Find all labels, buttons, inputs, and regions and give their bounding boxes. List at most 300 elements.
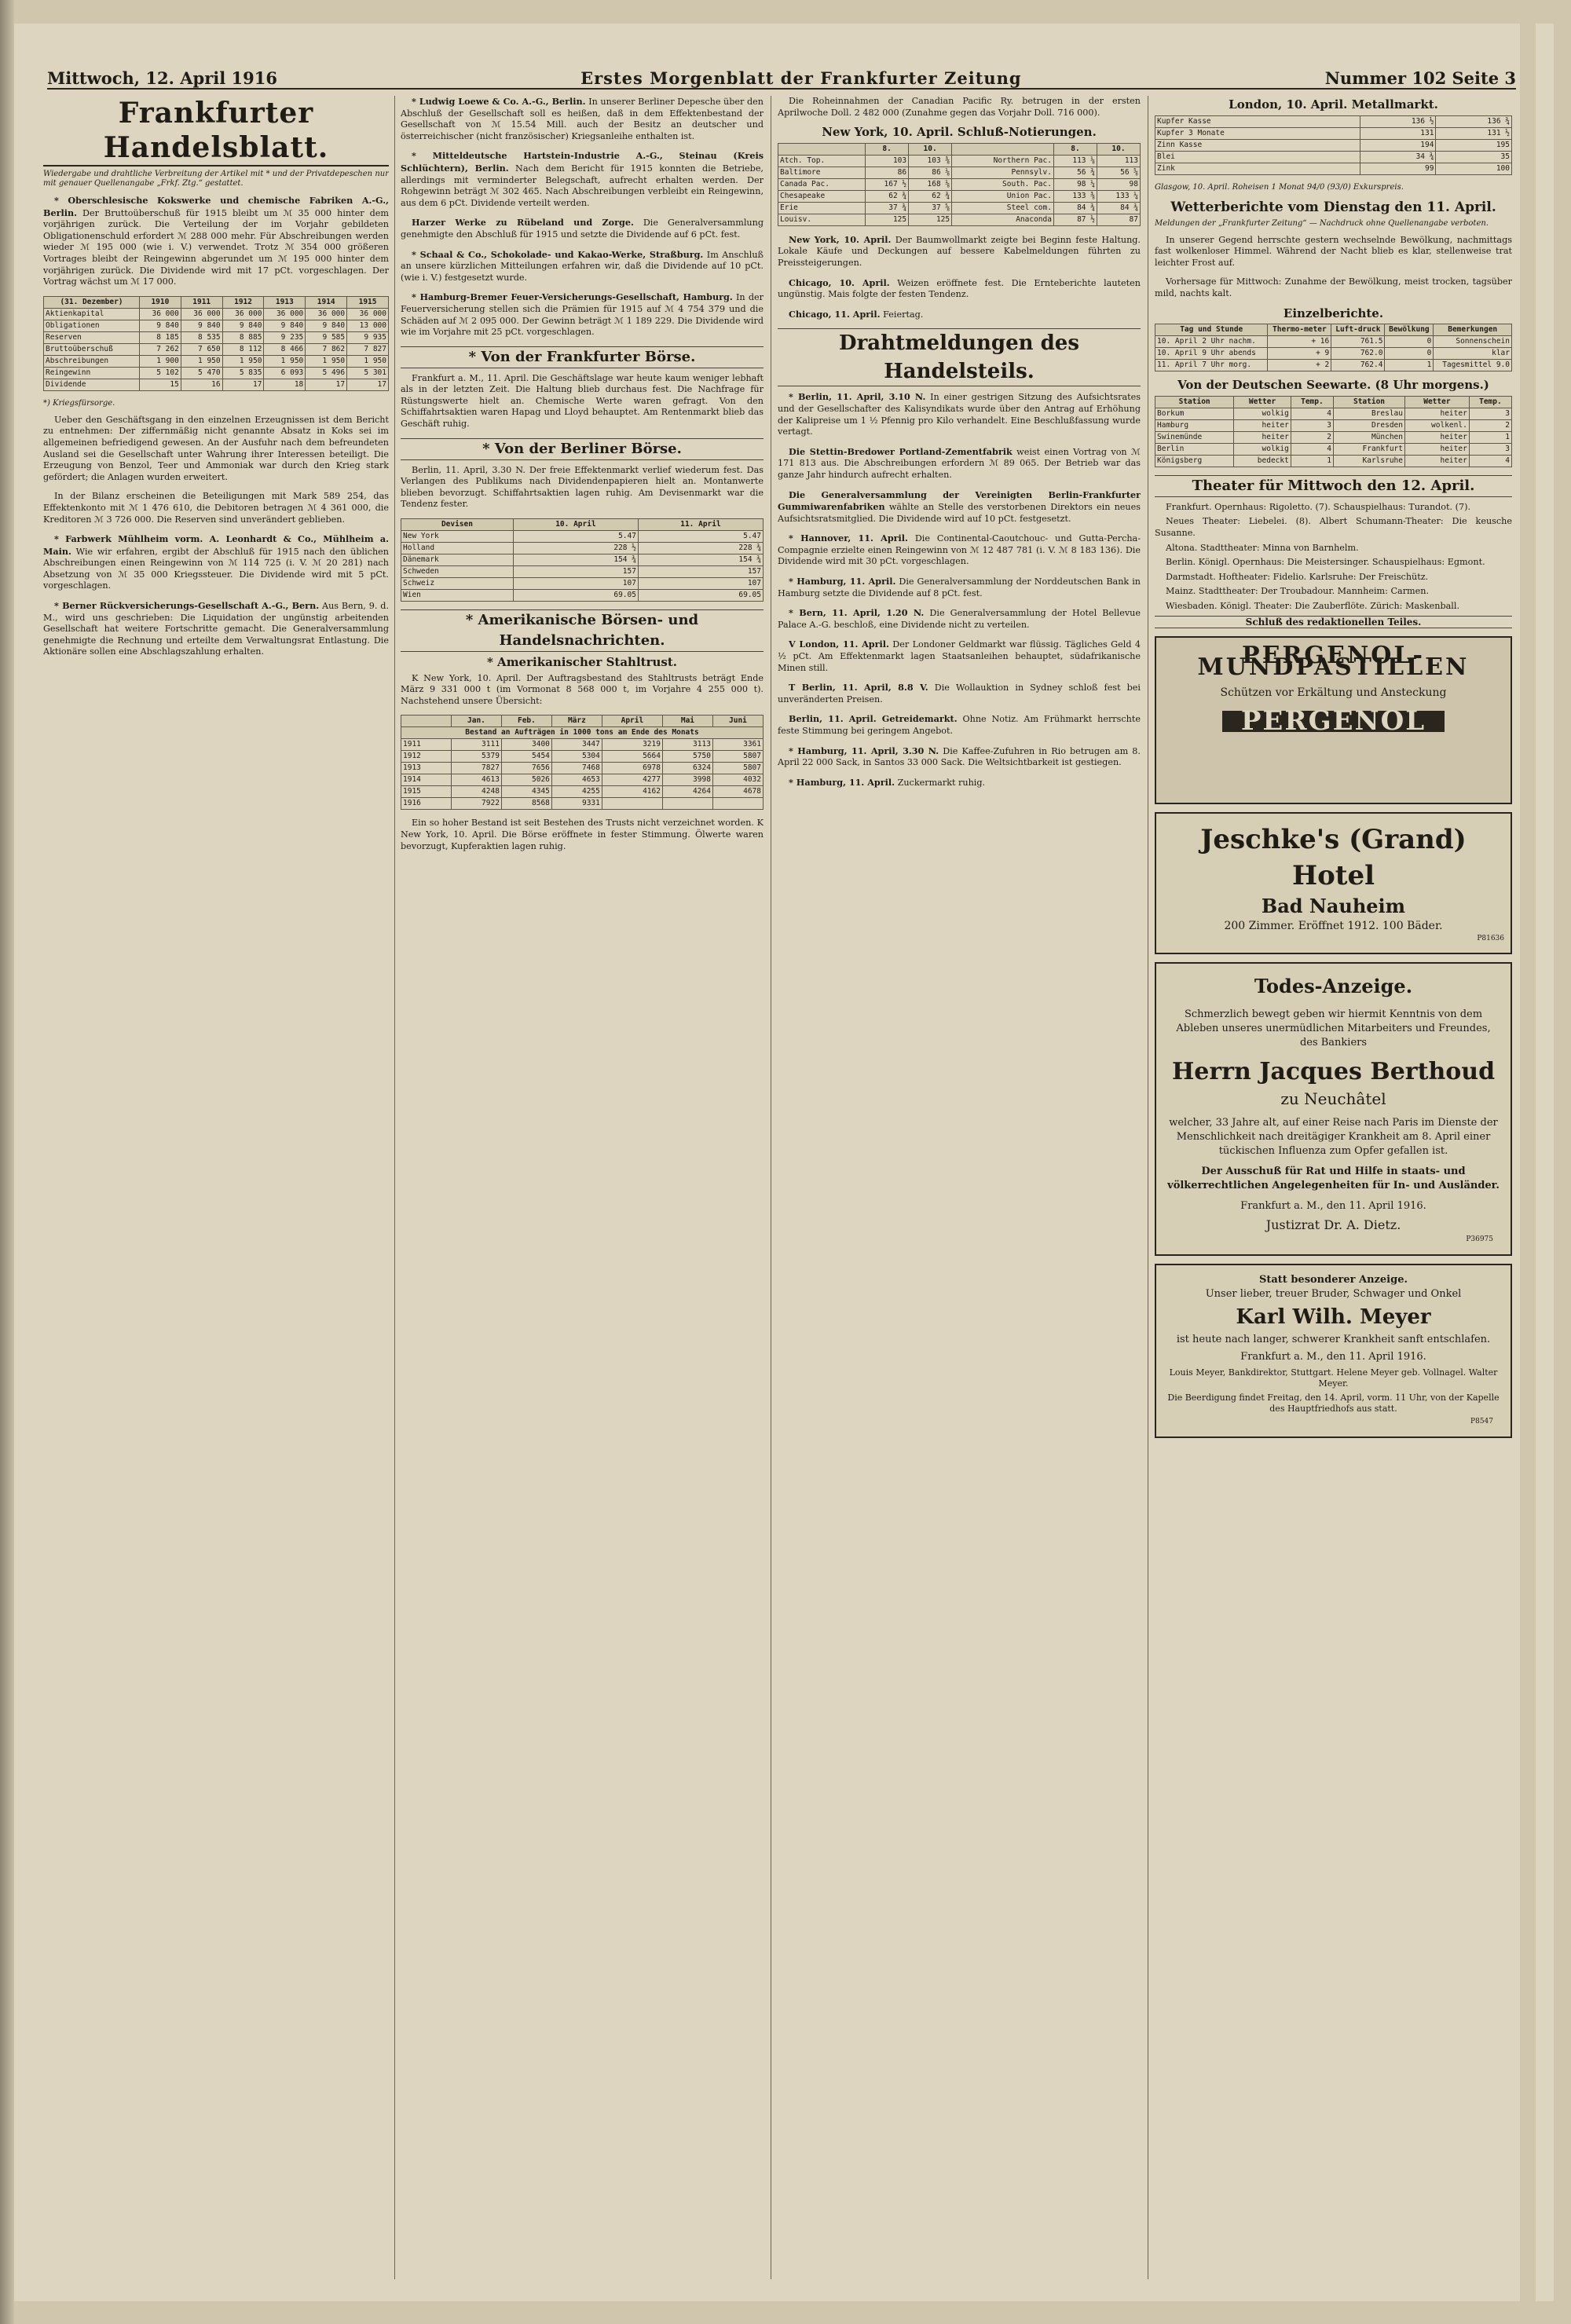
table-cell: 168 ⅛ [909,178,952,190]
table-cell: 9331 [551,798,602,810]
hotel-detail: 200 Zimmer. Eröffnet 1912. 100 Bäder. [1224,920,1443,933]
table-cell: 133 ¼ [1097,190,1140,202]
table-cell: Baltimore [778,167,866,178]
article-title: Die Generalversammlung der Vereinigten Berlin-Frankfurter Gummiwarenfabriken [778,489,1141,513]
table-header-cell [778,143,866,155]
subheading-ny-notierungen: New York, 10. April. Schluß-Notierungen. [822,125,1097,140]
table-cell: 154 ¾ [638,554,763,566]
table-row [44,320,389,331]
table-cell: 100 [1436,163,1512,174]
article [778,713,1141,737]
table-cell: 4653 [551,774,602,786]
table-cell: 84 ¾ [1097,202,1140,214]
table-cell: 113 [1097,155,1140,167]
table-cell: 6324 [662,763,712,774]
death-notice-title: Todes-Anzeige. [1254,974,1413,997]
table-cell: 3447 [551,739,602,751]
table-cell: + 16 [1268,336,1331,348]
article: Frankfurt a. M., 11. April. Die Geschäftslage war heute kaum weniger lebhaft als in der letzten Zeit. Die Haltung blieb durchaus fest. Die Nachfrage für Rüstungswerte hielt an. Chemische Werte waren gefragt. Von den Schiffahrtsaktien waren Hapag und Lloyd behauptet. Am Rentenmarkt blieb das Geschäft ruhig. [401,372,764,430]
theater-item: Altona. Stadttheater: Minna von Barnhelm. [1166,542,1359,553]
article-text: wählte an Stelle des verstorbenen Direktors ein neues Aufsichtsratsmitglied. Die Dividende wird auf 10 pCt. festgesetzt. [778,502,1141,524]
weather-text: In unserer Gegend herrschte gestern wechselnde Bewölkung, nachmittags fast wolkenloser Himmel. Während der Nacht blieb es klar, stellenweise trat leichter Frost auf. [1155,234,1512,268]
article-text: Weizen eröffnete fest. Die Ernteberichte lauteten ungünstig. Mais folgte der festen Tendenz. [778,277,1141,300]
table-cell: Canada Pac. [778,178,866,190]
article-text: Die Kaffee-Zufuhren in Rio betrugen am 8. April 22 000 Sack, in Santos 33 000 Sack. Die Weltsichtbarkeit ist gestiegen. [778,745,1141,768]
table-cell: South. Pac. [952,178,1054,190]
article-title: * Mitteldeutsche Hartstein-Industrie A.-G., Steinau (Kreis Schlüchtern), Berlin. [401,150,764,174]
table-cell: Dresden [1333,419,1404,431]
table-cell: Borkum [1155,408,1234,419]
theater-item: Neues Theater: Liebelei. (8). Albert Schumann-Theater: Die keusche Susanne. [1155,516,1512,538]
table-header-cell: (31. Dezember) [44,296,140,308]
table-header-cell: 10. [1097,143,1140,155]
table-cell: 5664 [602,751,662,763]
table-cell: Union Pac. [952,190,1054,202]
death-intro: Schmerzlich bewegt geben wir hiermit Kenntnis von dem Ableben unseres unermüdlichen Mitarbeiters und Freundes, des Bankiers [1176,1008,1491,1049]
article [43,491,389,525]
pergenol-subtitle: Schützen vor Erkältung und Ansteckung [1220,686,1447,700]
end-of-editorial: Schluß des redaktionellen Teiles. [1155,616,1512,629]
table-row [778,178,1141,190]
table-header-cell: Bemerkungen [1434,324,1512,336]
table-cell: 84 ¾ [1053,202,1097,214]
table-cell: 1914 [401,774,452,786]
table-cell: 1 [1291,455,1333,467]
article [778,391,1141,437]
scan-edge [0,0,14,2324]
table-cell: heiter [1405,443,1470,455]
table-cell: 5 835 [222,367,264,379]
table-cell: heiter [1234,431,1291,443]
death-notice-berthoud [1155,962,1512,1256]
table-cell: 194 [1360,139,1436,151]
table-cell: 56 ¾ [1053,167,1097,178]
table-cell: 5.47 [638,531,763,543]
table-row [1155,151,1512,163]
table-row [401,590,764,602]
table-cell: 2 [1469,419,1511,431]
table-cell: 762.0 [1331,348,1385,360]
article-text: In der Feuerversicherung stellen sich die Prämien für 1915 auf ℳ 4 754 379 und die Schäden auf ℳ 2 095 000. Der Gewinn beträgt ℳ 1 189 229. Die Dividende wird wie im Vorjahre mit 25 pCt. vorgeschlagen. [401,292,764,338]
table-cell: + 2 [1268,360,1331,371]
table-cell: 1 950 [181,355,222,367]
article-title: Harzer Werke zu Rübeland und Zorge. [412,217,634,229]
ad-code: P8547 [1470,1417,1493,1426]
table-row [401,774,764,786]
table-cell: Steel com. [952,202,1054,214]
table-header-cell: 1915 [347,296,389,308]
article [778,277,1141,301]
article-title: Die Stettin-Bredower Portland-Zementfabrik [789,445,1013,457]
table-cell: Holland [401,543,514,554]
table-row [44,355,389,367]
table-cell: 5807 [712,763,763,774]
table-cell: New York [401,531,514,543]
table-row [44,367,389,379]
article-title: * Farbwerk Mühlheim vorm. A. Leonhardt & Co., Mühlheim a. Main. [43,533,389,557]
table-cell: 7656 [501,763,551,774]
table-cell: 157 [513,566,638,578]
article-text: Zuckermarkt ruhig. [895,777,986,788]
table-cell: Pennsylv. [952,167,1054,178]
table-cell: 9 840 [139,320,181,331]
article [43,195,389,288]
article-text: Die Generalversammlung genehmigte den Abschluß für 1915 und setzte die Dividende auf 6 pCt. fest. [401,218,764,240]
table-cell: 1 [1385,360,1434,371]
table-cell: Reingewinn [44,367,140,379]
local-weather-table [1155,324,1512,371]
table-cell: 5750 [662,751,712,763]
table-cell: 8568 [501,798,551,810]
table-row [1155,127,1512,139]
table-cell: 7 262 [139,343,181,355]
table-cell: 3111 [451,739,501,751]
table-row [778,190,1141,202]
article [401,217,764,240]
hotel-name: Jeschke's (Grand) Hotel [1200,824,1467,892]
death2-funeral: Die Beerdigung findet Freitag, den 14. April, vorm. 11 Uhr, von der Kapelle des Hauptfriedhofs aus statt. [1167,1392,1500,1414]
death2-text: ist heute nach langer, schwerer Krankheit sanft entschlafen. [1176,1333,1491,1345]
table-row [401,739,764,751]
table-row [401,763,764,774]
table-cell: Aktienkapital [44,308,140,320]
table-cell: 35 [1436,151,1512,163]
article [778,639,1141,674]
table-cell: 4162 [602,786,662,798]
column-3 [778,96,1141,2279]
table-cell: Anaconda [952,214,1054,225]
article-text: weist einen Vortrag von ℳ 171 813 aus. Die Abschreibungen erfordern ℳ 89 065. Der Betrieb war das ganze Jahr hindurch aufrecht erhalten. [778,446,1141,480]
table-row [1155,139,1512,151]
table-cell: Obligationen [44,320,140,331]
column-4 [1155,96,1512,2279]
article-text: Der Baumwollmarkt zeigte bei Beginn feste Haltung. Lokale Käufe und Deckungen auf bessere Kabelmeldungen führten zu Preissteigerungen. [778,234,1141,268]
table-cell: Berlin [1155,443,1234,455]
table-cell: 3998 [662,774,712,786]
table-cell: 1 950 [347,355,389,367]
article-title: Berlin, 11. April. Getreidemarkt. [789,713,958,725]
table-cell: 3113 [662,739,712,751]
table-cell: 86 ⅛ [909,167,952,178]
table-cell: 107 [638,578,763,590]
article-text: Die Generalversammlung der Norddeutschen Bank in Hamburg setzte die Dividende auf 8 pCt. fest. [778,576,1141,598]
table-header-cell: Juni [712,715,763,727]
table-cell: 11. April 7 Uhr morg. [1155,360,1268,371]
article [401,96,764,142]
section-heading-berlin-boerse: * Von der Berliner Börse. [401,438,764,460]
table-header-cell: 1913 [264,296,306,308]
table-row [44,343,389,355]
table-footnote: *) Kriegsfürsorge. [43,398,115,408]
table-cell: 8 535 [181,331,222,343]
table-cell: 8 885 [222,331,264,343]
table-cell: 17 [347,379,389,390]
header-paper-title: Erstes Morgenblatt der Frankfurter Zeitung [580,68,1022,88]
subheading-stahltrust: * Amerikanischer Stahltrust. [486,655,677,670]
table-header-cell: Mai [662,715,712,727]
table-cell: 9 840 [222,320,264,331]
table-cell: 761.5 [1331,336,1385,348]
table-caption: Bestand an Aufträgen in 1000 tons am Ende des Monats [401,727,764,739]
article-text: Feiertag. [883,309,924,320]
table-cell: 125 [909,214,952,225]
column-2 [401,96,764,2279]
table-cell: 3219 [602,739,662,751]
table-cell: 36 000 [222,308,264,320]
table-row [44,331,389,343]
table-cell: heiter [1405,455,1470,467]
death2-intro: Unser lieber, treuer Bruder, Schwager und Onkel [1205,1287,1462,1300]
table-cell: 113 ⅛ [1053,155,1097,167]
table-cell: 5 496 [306,367,347,379]
table-cell: 9 935 [347,331,389,343]
table-cell: Northern Pac. [952,155,1054,167]
article [401,249,764,284]
table-cell: wolkig [1234,443,1291,455]
table-cell: 9 840 [264,320,306,331]
table-cell: heiter [1234,419,1291,431]
subheading-metallmarkt: London, 10. April. Metallmarkt. [1229,97,1438,112]
table-cell: 17 [306,379,347,390]
table-cell: 1911 [401,739,452,751]
table-cell: 9 235 [264,331,306,343]
hotel-city: Bad Nauheim [1261,895,1406,918]
table-cell: Sonnenschein [1434,336,1512,348]
table-cell: 13 000 [347,320,389,331]
article-text: Die Continental-Caoutchouc- und Gutta-Percha-Compagnie erzielte einen Reingewinn von ℳ 12 487 781 (i. V. ℳ 8 183 136). Die Dividende wird mit 30 pCt. vorgeschlagen. [778,533,1141,567]
table-header-cell [401,715,452,727]
table-cell: 4678 [712,786,763,798]
table-cell: 87 [1097,214,1140,225]
table-cell: 62 ¾ [866,190,909,202]
table-cell: 1915 [401,786,452,798]
table-cell: 5 301 [347,367,389,379]
table-header-cell: 1910 [139,296,181,308]
column-1 [43,96,389,2279]
table-cell: 4255 [551,786,602,798]
table-cell: 5304 [551,751,602,763]
table-cell: 131 [1360,127,1436,139]
table-header-cell: April [602,715,662,727]
table-cell: 62 ¾ [909,190,952,202]
table-cell: 5379 [451,751,501,763]
weather-title: Wetterberichte vom Dienstag den 11. April. [1170,199,1496,215]
death2-family: Louis Meyer, Bankdirektor, Stuttgart. Helene Meyer geb. Vollnagel. Walter Meyer. [1169,1367,1498,1389]
article-text: In der Bilanz erscheinen die Beteiligungen mit Mark 589 254, das Effektenkonto mit ℳ 1 476 610, die Debitoren betragen ℳ 4 361 000, die Kreditoren ℳ 3 726 000. Die Reserven sind unverändert geblieben. [43,491,389,525]
table-cell: Breslau [1333,408,1404,419]
table-cell: Schweden [401,566,514,578]
table-cell: 37 ⅝ [909,202,952,214]
table-cell: 131 ½ [1436,127,1512,139]
table-cell: 1912 [401,751,452,763]
theater-item: Darmstadt. Hoftheater: Fidelio. Karlsruhe: Der Freischütz. [1166,571,1429,582]
table-cell [602,798,662,810]
stahltrust-table [401,715,764,810]
table-row [1155,419,1512,431]
table-cell: Chesapeake [778,190,866,202]
article-title: * Hamburg, 11. April, 3.30 N. [789,745,939,756]
table-cell: 136 ¾ [1436,115,1512,127]
table-cell: 98 ¼ [1053,178,1097,190]
table-cell: 5454 [501,751,551,763]
article-text: Der Bruttoüberschuß für 1915 bleibt um ℳ 35 000 hinter dem vorjährigen zurück. Die Verteilung der im Vorjahr gebildeten Obligationenschuld erfordert ℳ 288 000 mehr. Für Abschreibungen werden wieder ℳ 195 000 (wie i. V.) verwendet. Trotz ℳ 354 000 größeren Vortrages bleibt der Reingewinn abgerundet um ℳ 195 000 hinter dem vorjährigen zurück. Die Dividende wird mit 17 pCt. vorgeschlagen. Der Vortrag wächst um ℳ 17 000. [43,207,389,287]
pergenol-brand: PERGENOL [1222,711,1445,732]
article [778,607,1141,631]
article-title: New York, 10. April. [789,233,892,245]
section-heading-frankfurt-boerse: * Von der Frankfurter Börse. [401,346,764,368]
table-cell: 5026 [501,774,551,786]
table-cell: 69.05 [513,590,638,602]
table-row [1155,408,1512,419]
table-row [1155,443,1512,455]
table-row [778,202,1141,214]
death-text: welcher, 33 Jahre alt, auf einer Reise nach Paris im Dienste der Menschlichkeit nach dreitägiger Krankheit am 8. April einer tückischen Influenza zum Opfer gefallen ist. [1169,1116,1498,1157]
article-text: In einer gestrigen Sitzung des Aufsichtsrates und der Gesellschafter des Kalisyndikats wurde über den Antrag auf Erhöhung der Kalipreise um 1 ½ Pfennig pro Kilo verhandelt. Eine Beschlußfassung wurde vertagt. [778,392,1141,437]
article [43,600,389,658]
table-cell: Dänemark [401,554,514,566]
table-header-cell: Thermo-meter [1268,324,1331,336]
article-title: * Oberschlesische Kokswerke und chemische Fabriken A.-G., Berlin. [43,195,389,218]
article-title: * Hamburg-Bremer Feuer-Versicherungs-Gesellschaft, Hamburg. [412,291,733,303]
section-heading-drahtmeldungen: Drahtmeldungen des Handelsteils. [778,328,1141,386]
table-cell: 6978 [602,763,662,774]
article: Ein so hoher Bestand ist seit Bestehen des Trusts nicht verzeichnet worden. K New York, 10. April. Die Börse eröffnete in fester Stimmung. Ölwerte waren bevorzugt, Kupferaktien lagen ruhig. [401,818,764,851]
table-cell: heiter [1405,408,1470,419]
table-cell: Tagesmittel 9.0 [1434,360,1512,371]
table-cell: 7468 [551,763,602,774]
table-cell: Louisv. [778,214,866,225]
article [778,745,1141,769]
table-cell: Dividende [44,379,140,390]
table-cell: Blei [1155,151,1360,163]
column-rule [394,96,395,2279]
table-cell: 8 185 [139,331,181,343]
table-cell: 4 [1469,455,1511,467]
table-cell: 1913 [401,763,452,774]
balance-table [43,296,389,391]
page-header [47,57,1516,90]
article-title: * Bern, 11. April, 1.20 N. [789,607,925,619]
table-cell: 5 470 [181,367,222,379]
ad-code: P81636 [1477,935,1504,943]
table-header-cell: 10. April [513,519,638,531]
table-cell: 4 [1291,408,1333,419]
table-cell: 4248 [451,786,501,798]
table-row [1155,431,1512,443]
article-text: Die Wollauktion in Sydney schloß fest bei unveränderten Preisen. [778,683,1141,705]
article-title: T Berlin, 11. April, 8.8 V. [789,682,928,694]
table-cell: 1 950 [306,355,347,367]
table-cell: Frankfurt [1333,443,1404,455]
section-heading-amerika: * Amerikanische Börsen- und Handelsnachrichten. [401,609,764,652]
table-row [401,554,764,566]
table-cell: 7922 [451,798,501,810]
scan-edge-right [1520,24,1536,2301]
article-title: Chicago, 10. April. [789,276,890,288]
table-cell: 133 ⅜ [1053,190,1097,202]
table-cell: 16 [181,379,222,390]
article-text: Wie wir erfahren, ergibt der Abschluß für 1915 nach den üblichen Abschreibungen einen Reingewinn von ℳ 114 725 (i. V. ℳ 20 281) nach Absetzung von ℳ 35 000 Kriegssteuer. Die Dividende wird mit 5 pCt. vorgeschlagen. [43,546,389,591]
article [778,682,1141,705]
table-cell: Königsberg [1155,455,1234,467]
devisen-table [401,518,764,602]
article-title: * Hannover, 11. April. [789,533,908,544]
table-row [1155,115,1512,127]
article-title: * Hamburg, 11. April. [789,576,896,587]
table-cell: 9 840 [181,320,222,331]
table-header-cell: Wetter [1405,396,1470,408]
theater-list [1155,502,1512,613]
table-cell: 4345 [501,786,551,798]
table-row [1155,455,1512,467]
table-cell: 1 950 [222,355,264,367]
table-row [1155,163,1512,174]
hotel-ad [1155,812,1512,954]
table-header-cell: 10. [909,143,952,155]
table-cell: 195 [1436,139,1512,151]
article [43,533,389,592]
table-cell: 3 [1469,408,1511,419]
table-cell: 36 000 [347,308,389,320]
table-header-cell: Luft-druck [1331,324,1385,336]
article-title: V London, 11. April. [789,639,889,650]
table-cell: 228 ½ [513,543,638,554]
table-cell: 3400 [501,739,551,751]
death-signature: Justizrat Dr. A. Dietz. [1265,1217,1401,1232]
table-cell: Schweiz [401,578,514,590]
death2-name: Karl Wilh. Meyer [1236,1305,1431,1329]
article-text: Der Londoner Geldmarkt war flüssig. Tägliches Geld 4 ½ pCt. Am Effektenmarkt lagen Staatsanleihen behauptet, südafrikanische Minen still. [778,639,1141,673]
table-cell: 1 950 [264,355,306,367]
masthead-note: Wiedergabe und drahtliche Verbreitung der Artikel mit * und der Privatdepeschen nur mit genauer Quellenangabe „Frkf. Ztg.“ gestattet. [43,170,389,188]
article [778,446,1141,481]
death-place-date: Frankfurt a. M., den 11. April 1916. [1240,1199,1426,1212]
table-cell: Kupfer Kasse [1155,115,1360,127]
article-title: * Schaal & Co., Schokolade- und Kakao-Werke, Straßburg. [412,248,704,260]
theater-item: Mainz. Stadttheater: Der Troubadour. Mannheim: Carmen. [1166,586,1430,597]
table-cell: 17 [222,379,264,390]
article: K New York, 10. April. Der Auftragsbestand des Stahltrusts beträgt Ende März 9 331 000 t (im Vormonat 8 568 000 t, im Vorjahre 4 255 000 t). Nachstehend unsere Übersicht: [401,672,764,706]
table-cell [712,798,763,810]
table-cell: 4032 [712,774,763,786]
section-masthead: Frankfurter Handelsblatt. [43,96,389,167]
table-header-cell: Tag und Stunde [1155,324,1268,336]
article-text: Nach dem Bericht für 1915 konnten die Betriebe, allerdings mit verminderter Belegschaft, aufrecht erhalten werden. Der Rohgewinn beträgt ℳ 302 465. Nach Abschreibungen verbleibt ein Reingewinn, aus dem 6 pCt. Dividende verteilt werden. [401,163,764,208]
article-title: Chicago, 11. April. [789,308,881,320]
table-header-cell: Feb. [501,715,551,727]
table-header-cell: 1912 [222,296,264,308]
metals-note: Glasgow, 10. April. Roheisen 1 Monat 94/0 (93/0) Exkurspreis. [1155,182,1404,192]
table-cell: wolkig [1234,408,1291,419]
table-cell: 3361 [712,739,763,751]
table-row [401,798,764,810]
table-cell: 228 ¾ [638,543,763,554]
table-header-cell: 11. April [638,519,763,531]
table-header-cell: Station [1333,396,1404,408]
table-header-cell: Station [1155,396,1234,408]
table-cell: 0 [1385,348,1434,360]
table-cell: 9 840 [306,320,347,331]
table-cell: 7 827 [347,343,389,355]
table-cell: 34 ¾ [1360,151,1436,163]
table-row [778,167,1141,178]
table-cell: 37 ¾ [866,202,909,214]
article [43,415,389,484]
table-row [1155,360,1512,371]
table-cell: 2 [1291,431,1333,443]
table-cell: 125 [866,214,909,225]
drahtmeldungen-list [778,391,1141,789]
